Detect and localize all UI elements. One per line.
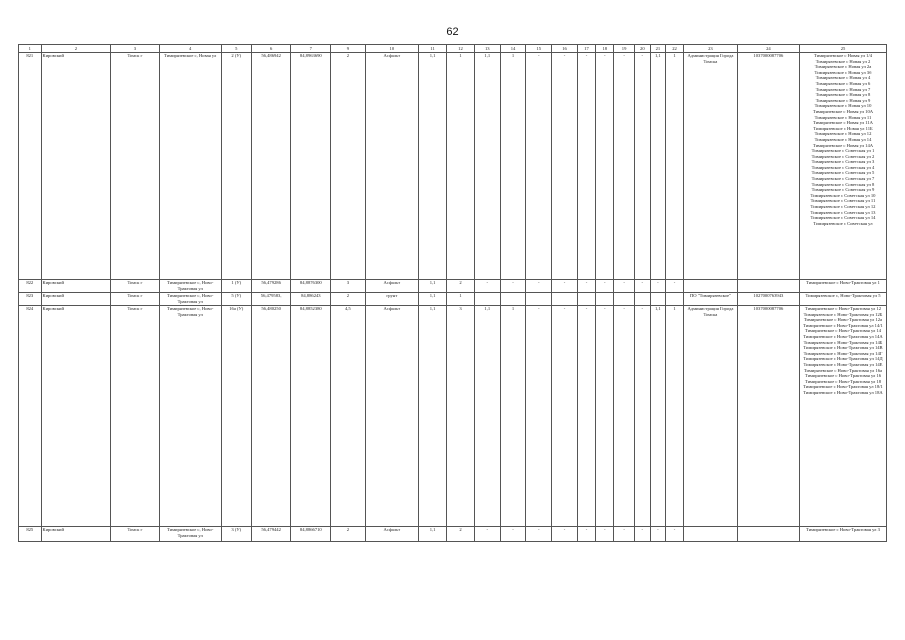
waste-source-address: Тимирязевское с Советская ул: [813, 220, 873, 226]
column-header: 13: [474, 45, 500, 53]
latitude-cell: 56,480250: [251, 306, 291, 527]
container-count-cell: 1: [447, 293, 475, 306]
waste-source-address: Тимирязевское с Советская ул 8: [811, 181, 875, 187]
value-cell: -: [650, 527, 665, 542]
waste-source-address: Тимирязевское с Новая ул 10: [814, 103, 872, 109]
column-header: 18: [596, 45, 614, 53]
container-count-cell: 2: [447, 527, 475, 542]
waste-source-address: Тимирязевское с Советская ул 9: [811, 187, 875, 193]
waste-sources-cell: [799, 53, 886, 280]
planned-count-cell: [500, 293, 526, 306]
city-cell: Томск г: [111, 527, 159, 542]
row-number: 822: [19, 280, 42, 293]
waste-source-address: Тимирязевское с Новая ул 7: [815, 86, 871, 92]
value-cell: -: [577, 306, 595, 527]
column-header: 14: [500, 45, 526, 53]
value-cell: 1,1: [650, 53, 665, 280]
address-cell: Тимирязевское с, Новая ул: [159, 53, 221, 280]
waste-source-address: Тимирязевское с Новая ул 10А: [812, 108, 874, 114]
surface-cell: Асфальт: [365, 53, 419, 280]
value-cell: -: [650, 280, 665, 293]
container-volume-cell: 1,1: [419, 280, 447, 293]
column-header: 2: [41, 45, 111, 53]
container-volume-cell: 1,1: [419, 293, 447, 306]
owner-cell: [684, 527, 738, 542]
address-cell: Тимирязевское с, Ново-Трактовая ул: [159, 527, 221, 542]
planned-volume-cell: 1,1: [474, 53, 500, 280]
column-header: 5: [221, 45, 251, 53]
column-header: 11: [419, 45, 447, 53]
area-cell: 3: [331, 280, 365, 293]
inn-cell: 1037000087706: [737, 306, 799, 527]
area-cell: 4,5: [331, 306, 365, 527]
owner-cell: ПО "Тимирязевское": [684, 293, 738, 306]
planned-volume-cell: 1,1: [474, 306, 500, 527]
waste-sources-cell: [799, 527, 886, 542]
planned-count-cell: 1: [500, 53, 526, 280]
value-cell: [552, 293, 578, 306]
value-cell: 1: [665, 53, 683, 280]
column-header: 20: [634, 45, 650, 53]
table-row: [19, 280, 887, 293]
waste-sources-cell: [799, 306, 886, 527]
waste-source-address: Тимирязевское с Ново-Трактовая ул 12Б: [803, 311, 883, 317]
latitude-cell: 56,479442: [251, 527, 291, 542]
city-cell: Томск г: [111, 53, 159, 280]
column-header: 4: [159, 45, 221, 53]
inn-cell: [737, 527, 799, 542]
value-cell: -: [665, 527, 683, 542]
waste-source-address: Тимирязевское с Советская ул 7: [811, 176, 875, 182]
owner-cell: [684, 280, 738, 293]
value-cell: -: [526, 53, 552, 280]
value-cell: -: [526, 280, 552, 293]
column-header: 7: [291, 45, 331, 53]
waste-source-address: Тимирязевское с Новая ул 3б: [814, 69, 872, 75]
value-cell: -: [596, 280, 614, 293]
waste-source-address: Тимирязевское с, Ново-Трактовая ул 5: [805, 293, 881, 298]
address-cell: Тимирязевское с, Ново-Трактовая ул: [159, 293, 221, 306]
city-cell: Томск г: [111, 306, 159, 527]
container-volume-cell: 1,1: [419, 527, 447, 542]
district-cell: Кировский: [41, 53, 111, 280]
waste-source-address: Тимирязевское с Ново-Трактовая ул 14/1: [803, 322, 883, 328]
row-number: 821: [19, 53, 42, 280]
waste-source-address: Тимирязевское с Советская ул 13: [810, 209, 876, 215]
column-header: 12: [447, 45, 475, 53]
container-volume-cell: 1,1: [419, 306, 447, 527]
waste-source-address: Тимирязевское с Новая ул 14А: [812, 142, 874, 148]
waste-source-address: Тимирязевское с Советская ул 1: [811, 148, 875, 154]
district-cell: Кировский: [41, 293, 111, 306]
place-cell: 16а (У): [221, 306, 251, 527]
value-cell: -: [596, 306, 614, 527]
place-cell: 1 (У): [221, 280, 251, 293]
waste-source-address: Тимирязевское с Новая ул 4: [815, 75, 871, 81]
waste-source-address: Тимирязевское с Ново-Трактовая ул 16: [804, 373, 882, 379]
planned-volume-cell: -: [474, 280, 500, 293]
value-cell: [526, 293, 552, 306]
value-cell: -: [577, 53, 595, 280]
surface-cell: грунт: [365, 293, 419, 306]
column-header: 24: [737, 45, 799, 53]
value-cell: -: [614, 53, 634, 280]
city-cell: Томск г: [111, 280, 159, 293]
value-cell: -: [634, 527, 650, 542]
inn-cell: 1027000763943: [737, 293, 799, 306]
container-count-cell: 1: [447, 53, 475, 280]
waste-source-address: Тимирязевское с Ново-Трактовая ул 12а: [803, 317, 883, 323]
surface-cell: Асфальт: [365, 527, 419, 542]
longitude-cell: 84,8852380: [291, 306, 331, 527]
column-header: 3: [111, 45, 159, 53]
waste-sources-cell: [799, 293, 886, 306]
waste-sources-cell: [799, 280, 886, 293]
planned-volume-cell: [474, 293, 500, 306]
waste-source-address: Тимирязевское с Ново-Трактовая ул 16а: [803, 367, 883, 373]
waste-source-address: Тимирязевское с Ново-Трактовая ул 18/1: [803, 384, 883, 390]
waste-source-address: Тимирязевское с Новая ул 6: [815, 80, 871, 86]
value-cell: -: [552, 53, 578, 280]
waste-source-address: Тимирязевское с Новая ул 14: [814, 136, 872, 142]
longitude-cell: 84,886243: [291, 293, 331, 306]
column-header: 22: [665, 45, 683, 53]
column-header: 10: [365, 45, 419, 53]
waste-source-address: Тимирязевское с Советская ул 12: [810, 204, 876, 210]
waste-source-address: Тимирязевское с Советская ул 2: [811, 153, 875, 159]
waste-source-address: Тимирязевское с Ново-Трактовая ул 14В: [803, 345, 883, 351]
address-cell: Тимирязевское с, Ново-Трактовая ул: [159, 306, 221, 527]
surface-cell: Асфальт: [365, 280, 419, 293]
latitude-cell: 56,479583,: [251, 293, 291, 306]
table-row: [19, 53, 887, 280]
value-cell: [596, 293, 614, 306]
value-cell: -: [526, 306, 552, 527]
table-row: [19, 306, 887, 527]
value-cell: 1,1: [650, 306, 665, 527]
value-cell: -: [614, 280, 634, 293]
waste-source-address: Тимирязевское с Ново-Трактовая ул 3: [806, 527, 880, 532]
column-header: 9: [331, 45, 365, 53]
waste-source-address: Тимирязевское с Советская ул 11: [810, 198, 876, 204]
waste-source-address: Тимирязевское с Новая ул 8: [815, 92, 871, 98]
inn-cell: [737, 280, 799, 293]
column-header: 1: [19, 45, 42, 53]
address-cell: Тимирязевское с, Ново-Трактовая ул: [159, 280, 221, 293]
header-row: [19, 45, 887, 53]
value-cell: -: [596, 527, 614, 542]
waste-source-address: Тимирязевское с Новая ул 11: [814, 114, 872, 120]
place-cell: 5 (У): [221, 293, 251, 306]
planned-count-cell: -: [500, 280, 526, 293]
row-number: 823: [19, 293, 42, 306]
column-header: 16: [552, 45, 578, 53]
waste-source-address: Тимирязевское с Ново-Трактовая ул 14Е: [803, 361, 883, 367]
container-count-cell: 2: [447, 280, 475, 293]
longitude-cell: 84,8963690: [291, 53, 331, 280]
value-cell: [634, 293, 650, 306]
latitude-cell: 56,486942: [251, 53, 291, 280]
waste-source-address: Тимирязевское с Ново-Трактовая ул 14Г: [803, 350, 883, 356]
waste-source-address: Тимирязевское с Ново-Трактовая ул 18А: [803, 389, 883, 395]
value-cell: -: [552, 306, 578, 527]
waste-source-address: Тимирязевское с Ново-Трактовая ул 14Б: [803, 339, 883, 345]
value-cell: -: [577, 527, 595, 542]
inn-cell: 1037000087706: [737, 53, 799, 280]
column-header: 25: [799, 45, 886, 53]
waste-source-address: Тимирязевское с Ново-Трактовая ул 12: [804, 306, 882, 311]
value-cell: -: [552, 280, 578, 293]
owner-cell: Администрация Города Томска: [684, 306, 738, 527]
column-header: 23: [684, 45, 738, 53]
waste-source-address: Тимирязевское с Советская ул 5: [811, 170, 875, 176]
waste-source-address: Тимирязевское с Ново-Трактовая ул 18: [804, 378, 882, 384]
waste-source-address: Тимирязевское с Ново-Трактовая ул 14: [804, 328, 882, 334]
column-header: 21: [650, 45, 665, 53]
registry-table: [18, 44, 887, 542]
value-cell: -: [634, 53, 650, 280]
value-cell: [577, 293, 595, 306]
row-number: 824: [19, 306, 42, 527]
value-cell: -: [665, 280, 683, 293]
value-cell: -: [614, 527, 634, 542]
district-cell: Кировский: [41, 280, 111, 293]
value-cell: -: [526, 527, 552, 542]
waste-source-address: Тимирязевское с Ново-Трактовая ул 14А: [803, 333, 883, 339]
district-cell: Кировский: [41, 306, 111, 527]
row-number: 825: [19, 527, 42, 542]
waste-source-address: Тимирязевское с Новая ул 2а: [814, 64, 872, 70]
table-row: [19, 527, 887, 542]
city-cell: Томск г: [111, 293, 159, 306]
value-cell: -: [614, 306, 634, 527]
column-header: 15: [526, 45, 552, 53]
place-cell: 2 (У): [221, 53, 251, 280]
value-cell: 1: [665, 306, 683, 527]
container-volume-cell: 1,1: [419, 53, 447, 280]
value-cell: -: [634, 280, 650, 293]
waste-source-address: Тимирязевское с Новая ул 9: [815, 97, 871, 103]
waste-source-address: Тимирязевское с Новая ул 2: [815, 58, 871, 64]
waste-source-address: Тимирязевское с Ново-Трактовая ул 1: [806, 280, 880, 285]
area-cell: 2: [331, 293, 365, 306]
page-number: 62: [446, 26, 459, 38]
value-cell: -: [596, 53, 614, 280]
place-cell: 3 (У): [221, 527, 251, 542]
container-count-cell: 3: [447, 306, 475, 527]
column-header: 17: [577, 45, 595, 53]
area-cell: 2: [331, 53, 365, 280]
waste-source-address: Тимирязевское с Новая ул 1/4: [813, 53, 873, 58]
planned-volume-cell: -: [474, 527, 500, 542]
waste-source-address: Тимирязевское с Новая ул 12: [814, 131, 872, 137]
value-cell: [650, 293, 665, 306]
table-row: [19, 293, 887, 306]
column-header: 19: [614, 45, 634, 53]
waste-source-address: Тимирязевское с Советская ул 14: [810, 215, 876, 221]
column-header: 6: [251, 45, 291, 53]
waste-source-address: Тимирязевское с Советская ул 10: [810, 192, 876, 198]
planned-count-cell: -: [500, 527, 526, 542]
waste-source-address: Тимирязевское с Новая ул 11А: [812, 120, 873, 126]
value-cell: [614, 293, 634, 306]
surface-cell: Асфальт: [365, 306, 419, 527]
waste-source-address: Тимирязевское с Советская ул 3: [811, 159, 875, 165]
longitude-cell: 84,8866710: [291, 527, 331, 542]
owner-cell: Администрация Города Томска: [684, 53, 738, 280]
waste-source-address: Тимирязевское с Ново-Трактовая ул 14Д: [803, 356, 883, 362]
district-cell: Кировский: [41, 527, 111, 542]
waste-source-address: Тимирязевское с Советская ул 4: [811, 164, 875, 170]
longitude-cell: 84,8876300: [291, 280, 331, 293]
value-cell: -: [552, 527, 578, 542]
value-cell: -: [634, 306, 650, 527]
planned-count-cell: 1: [500, 306, 526, 527]
value-cell: -: [577, 280, 595, 293]
value-cell: [665, 293, 683, 306]
latitude-cell: 56,479286: [251, 280, 291, 293]
area-cell: 2: [331, 527, 365, 542]
waste-source-address: Тимирязевское с Новая ул 11Б: [813, 125, 873, 131]
